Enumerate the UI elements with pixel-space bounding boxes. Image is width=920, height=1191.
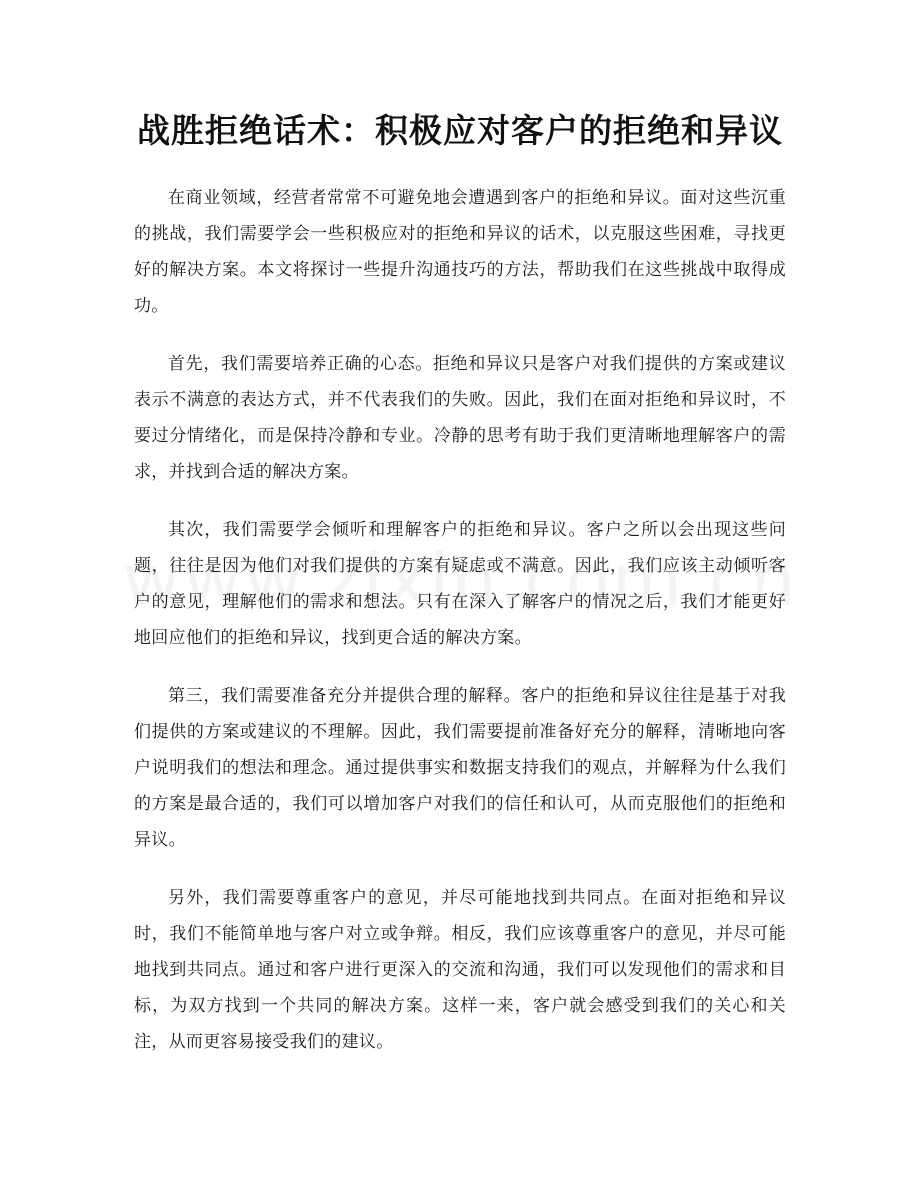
paragraph-listening: 其次，我们需要学会倾听和理解客户的拒绝和异议。客户之所以会出现这些问题，往往是因为他们对我们提供的方案有疑虑或不满意。因此，我们应该主动倾听客户的意见，理解他们的需求和想法。只有在深入了解客户的情况之后，我们才能更好地回应他们的拒绝和异议，找到更合适的解决方案。 bbox=[134, 520, 786, 648]
paragraph-common-ground: 另外，我们需要尊重客户的意见，并尽可能地找到共同点。在面对拒绝和异议时，我们不能简单地与客户对立或争辩。相反，我们应该尊重客户的意见，并尽可能地找到共同点。通过和客户进行更深入的交流和沟通，我们可以发现他们的需求和目标，为双方找到一个共同的解决方案。这样一来，客户就会感受到我们的关心和关注，从而更容易接受我们的建议。 bbox=[134, 888, 786, 1052]
paragraph-intro: 在商业领域，经营者常常不可避免地会遭遇到客户的拒绝和异议。面对这些沉重的挑战，我们需要学会一些积极应对的拒绝和异议的话术，以克服这些困难，寻找更好的解决方案。本文将探讨一些提升沟通技巧的方法，帮助我们在这些挑战中取得成功。 bbox=[134, 188, 786, 316]
paragraph-explanation: 第三，我们需要准备充分并提供合理的解释。客户的拒绝和异议往往是基于对我们提供的方案或建议的不理解。因此，我们需要提前准备好充分的解释，清晰地向客户说明我们的想法和理念。通过提供事实和数据支持我们的观点，并解释为什么我们的方案是最合适的，我们可以增加客户对我们的信任和认可，从而克服他们的拒绝和异议。 bbox=[134, 686, 786, 850]
document-title: 战胜拒绝话术：积极应对客户的拒绝和异议 bbox=[137, 111, 783, 150]
paragraph-mindset: 首先，我们需要培养正确的心态。拒绝和异议只是客户对我们提供的方案或建议表示不满意的表达方式，并不代表我们的失败。因此，我们在面对拒绝和异议时，不要过分情绪化，而是保持冷静和专业。冷静的思考有助于我们更清晰地理解客户的需求，并找到合适的解决方案。 bbox=[134, 354, 786, 482]
document-body bbox=[134, 180, 786, 1082]
